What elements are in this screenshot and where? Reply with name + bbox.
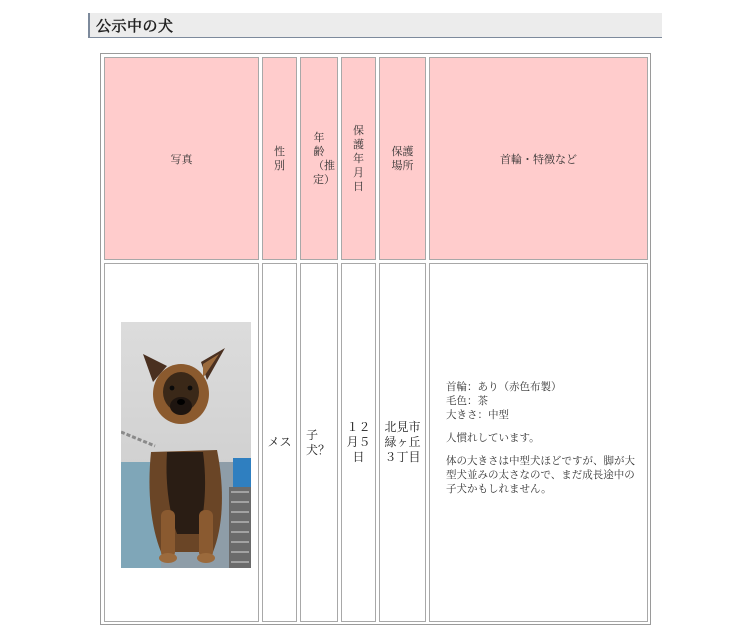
page-title-bar: [88, 13, 662, 38]
cell-age: [300, 263, 338, 622]
cell-date: [341, 263, 376, 622]
header-date: [341, 57, 376, 260]
date-value: １２月５日: [346, 420, 371, 464]
collar-line: 首輪：あり（赤色布製）: [446, 381, 562, 393]
header-sex: [262, 57, 297, 260]
note-line: 体の大きさは中型犬ほどですが、脚が大型犬並みの太さなので、まだ成長途中の子犬かもしれません。: [446, 455, 635, 495]
header-age-label: 年齢（推定）: [313, 130, 335, 186]
features-notes: [446, 380, 637, 505]
header-photo-label: 写真: [170, 152, 193, 166]
age-value: 子犬？: [306, 427, 331, 457]
dog-photo: [121, 322, 251, 568]
header-place-label: 保護場所: [391, 144, 414, 172]
place-value: 北見市緑ヶ丘３丁目: [384, 420, 421, 464]
header-place: [379, 57, 426, 260]
sex-value: メス: [267, 435, 292, 449]
header-photo: [104, 57, 259, 260]
cell-place: [379, 263, 426, 622]
cell-sex: [262, 263, 297, 622]
cell-photo: [104, 263, 259, 622]
header-age: [300, 57, 338, 260]
size-line: 大きさ：中型: [446, 409, 509, 421]
coat-line: 毛色：茶: [446, 395, 488, 407]
header-sex-label: 性別: [274, 144, 285, 172]
cell-features: [429, 263, 648, 622]
header-features: [429, 57, 648, 260]
header-date-label: 保護年月日: [353, 123, 364, 193]
temperament-line: 人慣れしています。: [446, 432, 540, 444]
header-features-label: 首輪・特徴など: [500, 152, 577, 166]
dog-listing-table: [100, 53, 651, 625]
page-title: 公示中の犬: [96, 16, 174, 35]
